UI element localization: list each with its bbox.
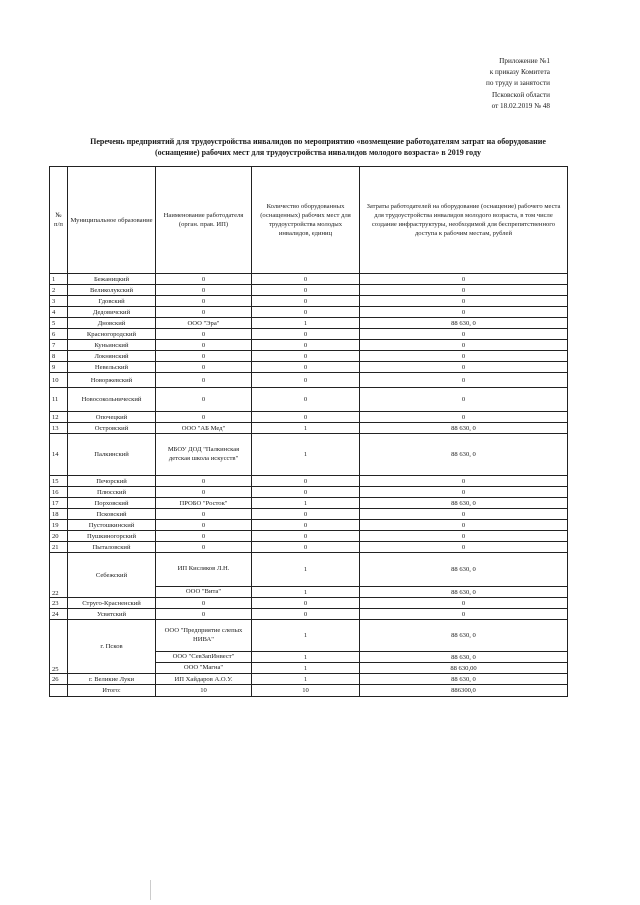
row-number: 4	[50, 307, 68, 318]
district-cell: Куньинский	[68, 340, 156, 351]
row-number: 17	[50, 498, 68, 509]
employer-cell: 0	[156, 373, 252, 388]
district-cell: Новосокольнический	[68, 388, 156, 412]
district-cell: Струго-Красненский	[68, 598, 156, 609]
table-body-rows-2	[50, 598, 568, 620]
appendix-line: от 18.02.2019 № 48	[491, 101, 550, 110]
district-cell: Дедовичский	[68, 307, 156, 318]
total-empty-cell	[50, 685, 68, 697]
table-row	[50, 329, 568, 340]
total-count: 10	[252, 685, 360, 697]
cost-cell: 0	[360, 520, 568, 531]
district-cell: Пустошкинский	[68, 520, 156, 531]
count-cell: 0	[252, 307, 360, 318]
district-cell: Порховский	[68, 498, 156, 509]
table-row	[50, 609, 568, 620]
employer-cell: ООО "Вита"	[156, 587, 252, 598]
count-cell: 0	[252, 520, 360, 531]
row-number: 3	[50, 296, 68, 307]
table-body-pskov	[50, 620, 568, 674]
employer-cell: 0	[156, 329, 252, 340]
district-cell: Островский	[68, 423, 156, 434]
count-cell: 1	[252, 587, 360, 598]
employer-cell: 0	[156, 285, 252, 296]
employer-cell: 0	[156, 351, 252, 362]
cost-cell: 0	[360, 509, 568, 520]
row-number: 11	[50, 388, 68, 412]
cost-cell: 88 630,00	[360, 663, 568, 674]
district-cell: Дновский	[68, 318, 156, 329]
district-cell: Палкинский	[68, 434, 156, 476]
row-number: 12	[50, 412, 68, 423]
cost-cell: 0	[360, 598, 568, 609]
row-number: 13	[50, 423, 68, 434]
district-cell: Бежаницкий	[68, 274, 156, 285]
row-number: 23	[50, 598, 68, 609]
table-body-total	[50, 685, 568, 697]
cost-cell: 0	[360, 373, 568, 388]
cost-cell: 0	[360, 487, 568, 498]
appendix-line: по труду и занятости	[486, 79, 550, 88]
employer-cell: 0	[156, 476, 252, 487]
table-body-sebezh	[50, 553, 568, 598]
cost-cell: 88 630, 0	[360, 498, 568, 509]
cost-cell: 0	[360, 531, 568, 542]
appendix-line: Псковской области	[491, 90, 550, 99]
count-cell: 0	[252, 542, 360, 553]
row-number: 7	[50, 340, 68, 351]
cost-cell: 0	[360, 412, 568, 423]
table-row	[50, 388, 568, 412]
row-number: 25	[50, 620, 68, 674]
appendix-line: к приказу Комитета	[489, 68, 550, 77]
row-number: 21	[50, 542, 68, 553]
cost-cell: 88 630, 0	[360, 652, 568, 663]
header-num: № п/п	[50, 167, 68, 274]
district-cell: Себежский	[68, 553, 156, 598]
header-costs: Затраты работодателей на оборудование (оснащение) рабочего места для трудоустройства инвалидов молодого возраста, в том числе создание инфраструктуры, необходимой для беспрепятственного доступа к рабочим местам, рублей	[360, 167, 568, 274]
table-row	[50, 296, 568, 307]
district-cell: Новоржевский	[68, 373, 156, 388]
cost-cell: 0	[360, 296, 568, 307]
count-cell: 0	[252, 351, 360, 362]
count-cell: 0	[252, 285, 360, 296]
table-row	[50, 285, 568, 296]
cost-cell: 0	[360, 351, 568, 362]
table-row	[50, 362, 568, 373]
district-cell: Великолукский	[68, 285, 156, 296]
cost-cell: 0	[360, 329, 568, 340]
employer-cell: 0	[156, 412, 252, 423]
total-label: Итого:	[68, 685, 156, 697]
row-number: 26	[50, 674, 68, 685]
table-row	[50, 274, 568, 285]
employer-cell: ООО "Магна"	[156, 663, 252, 674]
employer-cell: ООО "Предприятие слепых НИВА"	[156, 620, 252, 652]
count-cell: 0	[252, 476, 360, 487]
row-number: 15	[50, 476, 68, 487]
count-cell: 1	[252, 652, 360, 663]
count-cell: 1	[252, 674, 360, 685]
table-header-row	[50, 167, 568, 274]
table-row	[50, 598, 568, 609]
cost-cell: 88 630, 0	[360, 620, 568, 652]
employer-cell: 0	[156, 487, 252, 498]
row-number: 6	[50, 329, 68, 340]
cost-cell: 0	[360, 476, 568, 487]
district-cell: Локнянский	[68, 351, 156, 362]
table-body-rows	[50, 274, 568, 553]
count-cell: 1	[252, 434, 360, 476]
cost-cell: 0	[360, 388, 568, 412]
row-number: 10	[50, 373, 68, 388]
row-number: 20	[50, 531, 68, 542]
district-cell: г. Великие Луки	[68, 674, 156, 685]
district-cell: Печорский	[68, 476, 156, 487]
table-row	[50, 434, 568, 476]
employer-cell: 0	[156, 520, 252, 531]
cost-cell: 88 630, 0	[360, 423, 568, 434]
table-row	[50, 542, 568, 553]
table-row	[50, 412, 568, 423]
district-cell: Пыталовский	[68, 542, 156, 553]
count-cell: 1	[252, 553, 360, 587]
scan-artifact	[150, 880, 151, 900]
employer-cell: 0	[156, 362, 252, 373]
count-cell: 0	[252, 296, 360, 307]
table-row	[50, 351, 568, 362]
row-number: 24	[50, 609, 68, 620]
employer-cell: 0	[156, 274, 252, 285]
total-row	[50, 685, 568, 697]
district-cell: Плюсский	[68, 487, 156, 498]
employer-cell: ООО "АБ Мед"	[156, 423, 252, 434]
count-cell: 1	[252, 423, 360, 434]
table-row	[50, 476, 568, 487]
table-row	[50, 340, 568, 351]
appendix-line: Приложение №1	[499, 57, 550, 65]
table-row	[50, 373, 568, 388]
row-number: 16	[50, 487, 68, 498]
table-row	[50, 520, 568, 531]
count-cell: 0	[252, 329, 360, 340]
row-number: 9	[50, 362, 68, 373]
cost-cell: 0	[360, 307, 568, 318]
table-row	[50, 553, 568, 587]
employer-cell: 0	[156, 542, 252, 553]
employer-cell: 0	[156, 388, 252, 412]
table-row	[50, 674, 568, 685]
cost-cell: 0	[360, 285, 568, 296]
header-district: Муниципальное образование	[68, 167, 156, 274]
district-cell: Красногородский	[68, 329, 156, 340]
count-cell: 0	[252, 340, 360, 351]
district-cell: Пушкиногорский	[68, 531, 156, 542]
count-cell: 0	[252, 388, 360, 412]
employer-cell: МБОУ ДОД "Палкинская детская школа искусств"	[156, 434, 252, 476]
count-cell: 0	[252, 274, 360, 285]
table-row	[50, 509, 568, 520]
count-cell: 0	[252, 373, 360, 388]
count-cell: 1	[252, 498, 360, 509]
employer-cell: 0	[156, 307, 252, 318]
employer-cell: 0	[156, 296, 252, 307]
appendix-block	[380, 56, 550, 112]
header-count: Количество оборудованных (оснащенных) рабочих мест для трудоустройства молодых инвалидов, единиц	[252, 167, 360, 274]
employer-cell: ПРОБО "Росток"	[156, 498, 252, 509]
district-cell: г. Псков	[68, 620, 156, 674]
count-cell: 1	[252, 620, 360, 652]
cost-cell: 88 630, 0	[360, 318, 568, 329]
table-row	[50, 487, 568, 498]
cost-cell: 0	[360, 609, 568, 620]
employer-cell: 0	[156, 598, 252, 609]
cost-cell: 0	[360, 274, 568, 285]
cost-cell: 88 630, 0	[360, 674, 568, 685]
count-cell: 0	[252, 531, 360, 542]
count-cell: 0	[252, 362, 360, 373]
employer-cell: 0	[156, 340, 252, 351]
table-row	[50, 620, 568, 652]
row-number: 1	[50, 274, 68, 285]
count-cell: 0	[252, 509, 360, 520]
row-number: 22	[50, 553, 68, 598]
cost-cell: 88 630, 0	[360, 434, 568, 476]
row-number: 14	[50, 434, 68, 476]
cost-cell: 0	[360, 340, 568, 351]
table-row	[50, 307, 568, 318]
employer-cell: ИП Хайдаров А.О.У.	[156, 674, 252, 685]
district-cell: Гдовский	[68, 296, 156, 307]
employer-cell: 0	[156, 531, 252, 542]
count-cell: 1	[252, 663, 360, 674]
table-body-luki	[50, 674, 568, 685]
table-row	[50, 318, 568, 329]
count-cell: 0	[252, 412, 360, 423]
row-number: 5	[50, 318, 68, 329]
count-cell: 1	[252, 318, 360, 329]
header-employer: Наименование работодателя (орган. прав. ИП)	[156, 167, 252, 274]
employer-cell: 0	[156, 509, 252, 520]
total-employers: 10	[156, 685, 252, 697]
row-number: 8	[50, 351, 68, 362]
employer-cell: ООО "СевЗапИнвест"	[156, 652, 252, 663]
employer-cell: 0	[156, 609, 252, 620]
row-number: 2	[50, 285, 68, 296]
row-number: 19	[50, 520, 68, 531]
employers-table	[49, 166, 568, 697]
district-cell: Усвятский	[68, 609, 156, 620]
employer-cell: ИП Кисляков Л.Н.	[156, 553, 252, 587]
count-cell: 0	[252, 598, 360, 609]
count-cell: 0	[252, 487, 360, 498]
table-row	[50, 498, 568, 509]
document-title: Перечень предприятий для трудоустройства инвалидов по мероприятию «возмещение работодателям затрат на оборудование (оснащение) рабочих мест для трудоустройства инвалидов молодого возраста» в 2019 году	[90, 137, 546, 157]
count-cell: 0	[252, 609, 360, 620]
table-row	[50, 423, 568, 434]
district-cell: Невельский	[68, 362, 156, 373]
total-cost: 886300,0	[360, 685, 568, 697]
cost-cell: 0	[360, 542, 568, 553]
district-cell: Псковский	[68, 509, 156, 520]
row-number: 18	[50, 509, 68, 520]
cost-cell: 88 630, 0	[360, 553, 568, 587]
cost-cell: 0	[360, 362, 568, 373]
district-cell: Опочецкий	[68, 412, 156, 423]
employer-cell: ООО "Эра"	[156, 318, 252, 329]
table-row	[50, 531, 568, 542]
cost-cell: 88 630, 0	[360, 587, 568, 598]
